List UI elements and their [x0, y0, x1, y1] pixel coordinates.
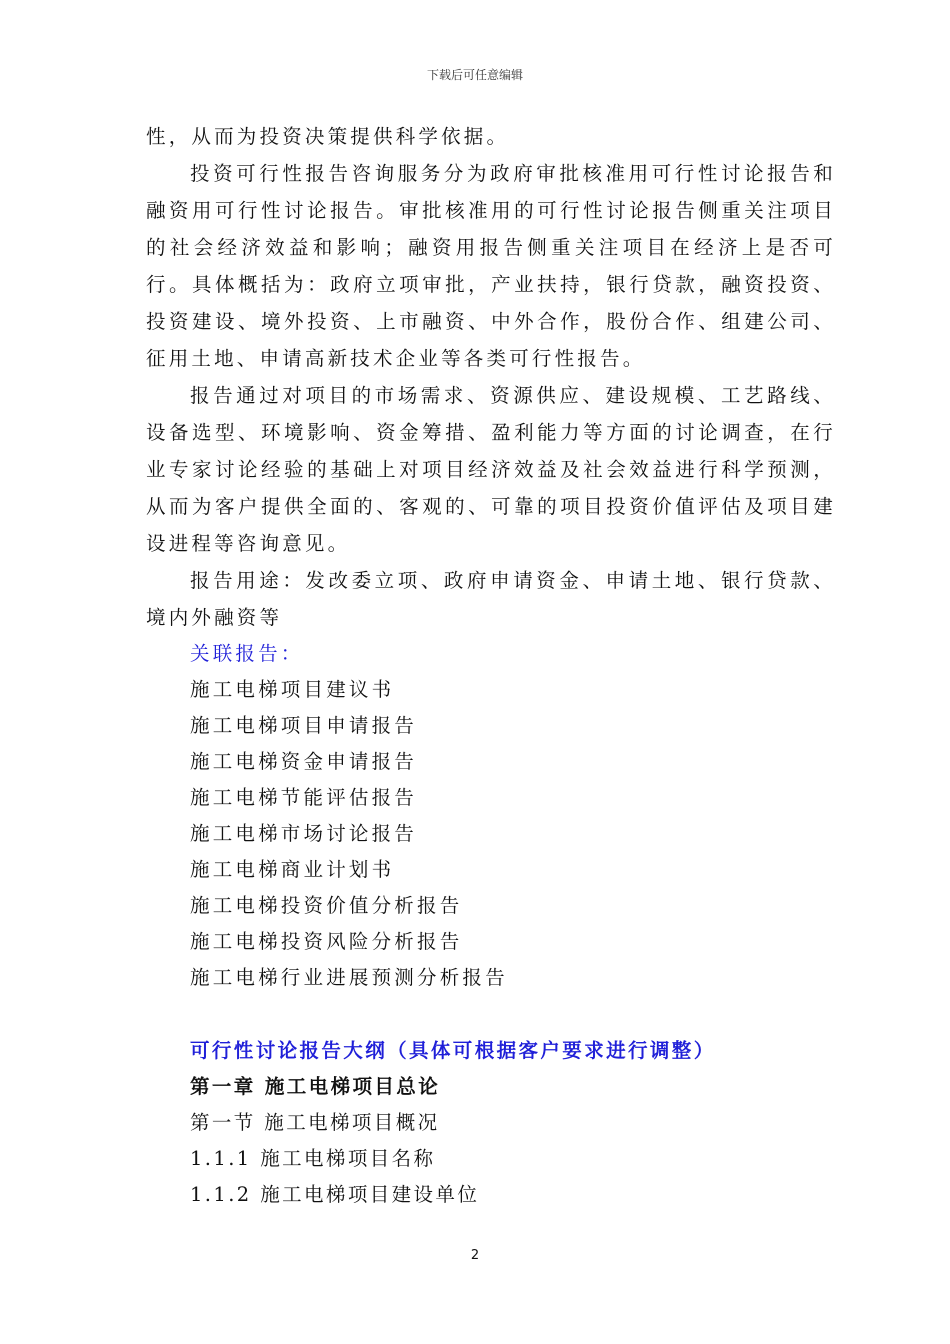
related-reports: [190, 636, 750, 996]
report-outline: [190, 1033, 830, 1213]
paragraph-report-usage: 报告用途：发改委立项、政府申请资金、申请土地、银行贷款、境内外融资等: [146, 569, 836, 629]
outline-item: 1.1.2 施工电梯项目建设单位: [190, 1183, 480, 1206]
chapter-heading: 第一章 施工电梯项目总论: [190, 1075, 441, 1098]
page-header: 下载后可任意编辑: [426, 68, 523, 82]
related-report-item: 施工电梯节能评估报告: [190, 786, 418, 809]
outline-item: 1.1.1 施工电梯项目名称: [190, 1147, 436, 1170]
related-report-item: 施工电梯资金申请报告: [190, 750, 418, 773]
related-report-item: 施工电梯投资风险分析报告: [190, 930, 463, 953]
related-report-item: 施工电梯商业计划书: [190, 858, 395, 881]
outline-title: 可行性讨论报告大纲（具体可根据客户要求进行调整）: [190, 1039, 716, 1062]
paragraph-continuation: 性，从而为投资决策提供科学依据。: [146, 125, 510, 148]
paragraph-report-content: 报告通过对项目的市场需求、资源供应、建设规模、工艺路线、设备选型、环境影响、资金筹措、盈利能力等方面的讨论调查，在行业专家讨论经验的基础上对项目经济效益及社会效益进行科学预测，从而为客户提供全面的、客观的、可靠的项目投资价值评估及项目建设进程等咨询意见。: [146, 384, 836, 555]
paragraph-service-types: 投资可行性报告咨询服务分为政府审批核准用可行性讨论报告和融资用可行性讨论报告。审批核准用的可行性讨论报告侧重关注项目的社会经济效益和影响；融资用报告侧重关注项目在经济上是否可行。具体概括为：政府立项审批，产业扶持，银行贷款，融资投资、投资建设、境外投资、上市融资、中外合作，股份合作、组建公司、征用土地、申请高新技术企业等各类可行性报告。: [146, 162, 836, 370]
related-reports-heading: 关联报告：: [190, 642, 304, 665]
section-heading: 第一节 施工电梯项目概况: [190, 1111, 440, 1134]
related-report-item: 施工电梯投资价值分析报告: [190, 894, 463, 917]
body-text: [146, 118, 836, 636]
related-report-item: 施工电梯行业进展预测分析报告: [190, 966, 508, 989]
page-number: 2: [470, 1248, 480, 1263]
related-report-item: 施工电梯项目申请报告: [190, 714, 418, 737]
related-report-item: 施工电梯市场讨论报告: [190, 822, 418, 845]
related-report-item: 施工电梯项目建议书: [190, 678, 395, 701]
